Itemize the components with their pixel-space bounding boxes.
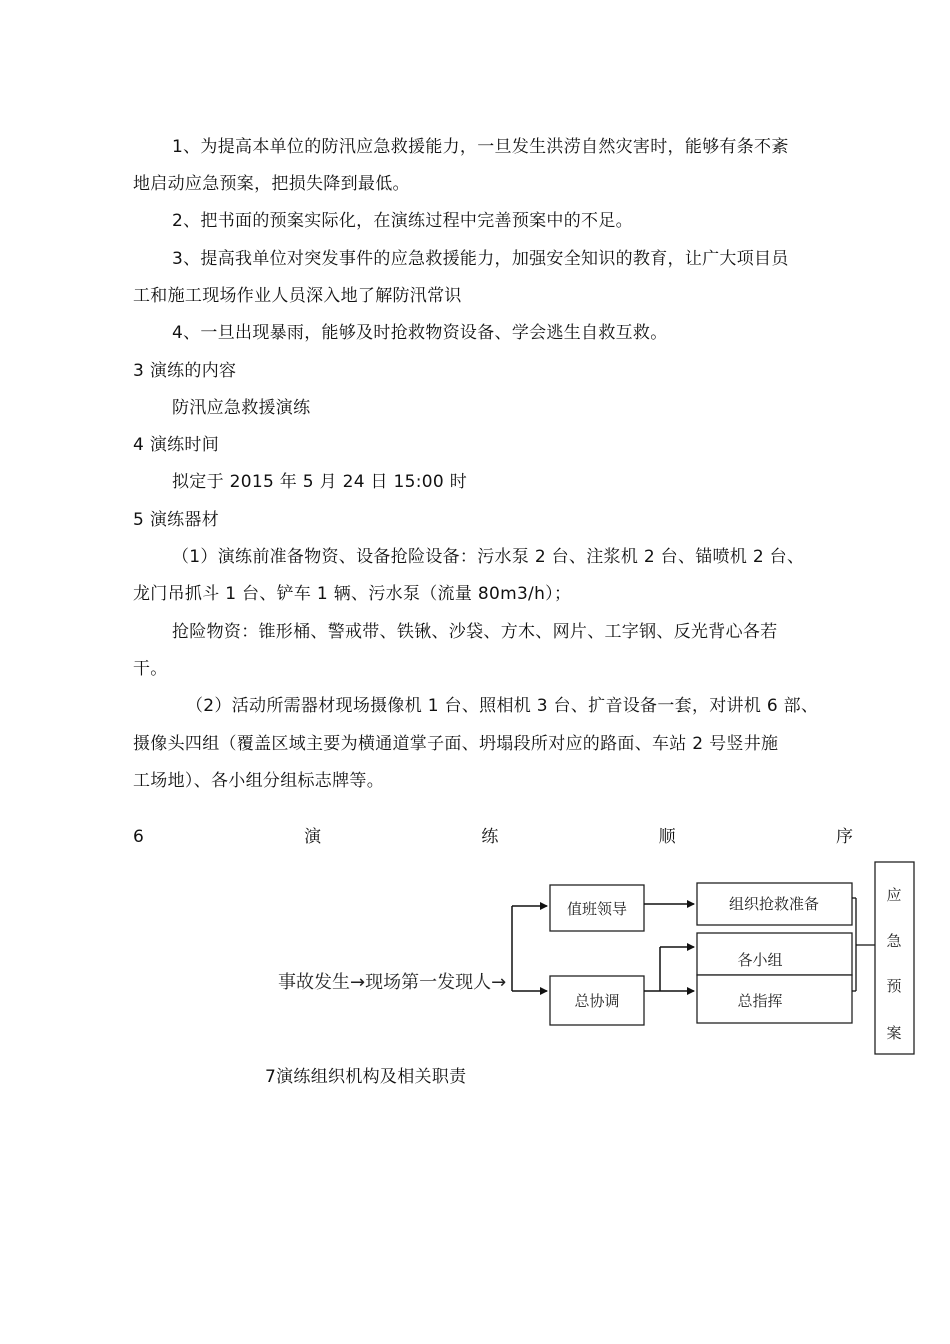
section-6-heading-part: 顺 — [658, 827, 676, 847]
emergency-plan-char: 预 — [886, 977, 902, 995]
groups-label: 各小组 — [737, 951, 783, 969]
paragraph-3-line-2: 工和施工现场作业人员深入地了解防汛常识 — [133, 286, 462, 306]
section-6-heading-part: 演 — [304, 827, 322, 847]
commander-label: 总指挥 — [737, 992, 783, 1010]
emergency-plan-char: 案 — [886, 1024, 902, 1042]
flow-start-text: 事故发生→现场第一发现人→ — [278, 972, 507, 993]
section-5-item-2-line-1: （2）活动所需器材现场摄像机 1 台、照相机 3 台、扩音设备一套，对讲机 6 部、 — [186, 696, 819, 716]
section-4-body: 拟定于 2015 年 5 月 24 日 15:00 时 — [172, 472, 468, 492]
section-7-heading: 7演练组织机构及相关职责 — [265, 1067, 467, 1087]
section-5-item-2-line-2: 摄像头四组（覆盖区域主要为横通道掌子面、坍塌段所对应的路面、车站 2 号竖井施 — [133, 734, 779, 754]
coordinator-label: 总协调 — [574, 992, 620, 1010]
paragraph-1-line-2: 地启动应急预案，把损失降到最低。 — [133, 174, 410, 194]
organize-rescue-label: 组织抢救准备 — [728, 895, 820, 913]
section-5-materials-line-1: 抢险物资：锥形桶、警戒带、铁锹、沙袋、方木、网片、工字钢、反光背心各若 — [172, 622, 778, 642]
section-4-heading: 4 演练时间 — [133, 435, 220, 455]
section-6-heading-part: 序 — [835, 827, 853, 847]
paragraph-4: 4、一旦出现暴雨，能够及时抢救物资设备、学会逃生自救互救。 — [172, 323, 668, 343]
section-3-heading: 3 演练的内容 — [133, 361, 237, 381]
section-5-item-1-line-1: （1）演练前准备物资、设备抢险设备：污水泵 2 台、注浆机 2 台、锚喷机 2 台、 — [172, 547, 805, 567]
drill-sequence-flowchart — [270, 858, 930, 1068]
section-5-materials-line-2: 干。 — [133, 659, 168, 679]
section-6-heading-part: 练 — [481, 827, 499, 847]
duty-leader-label: 值班领导 — [566, 900, 628, 918]
section-5-heading: 5 演练器材 — [133, 510, 220, 530]
emergency-plan-char: 急 — [886, 932, 902, 950]
paragraph-2: 2、把书面的预案实际化，在演练过程中完善预案中的不足。 — [172, 211, 633, 231]
section-5-item-2-line-3: 工场地）、各小组分组标志牌等。 — [133, 771, 384, 791]
paragraph-1-line-1: 1、为提高本单位的防汛应急救援能力，一旦发生洪涝自然灾害时，能够有条不紊 — [172, 137, 789, 157]
section-6-heading — [133, 826, 853, 848]
paragraph-3-line-1: 3、提高我单位对突发事件的应急救援能力，加强安全知识的教育，让广大项目员 — [172, 249, 789, 269]
section-3-body: 防汛应急救援演练 — [172, 398, 311, 418]
section-5-item-1-line-2: 龙门吊抓斗 1 台、铲车 1 辆、污水泵（流量 80m3/h）； — [133, 584, 572, 604]
section-6-heading-part: 6 — [133, 827, 144, 847]
emergency-plan-char: 应 — [886, 886, 902, 904]
